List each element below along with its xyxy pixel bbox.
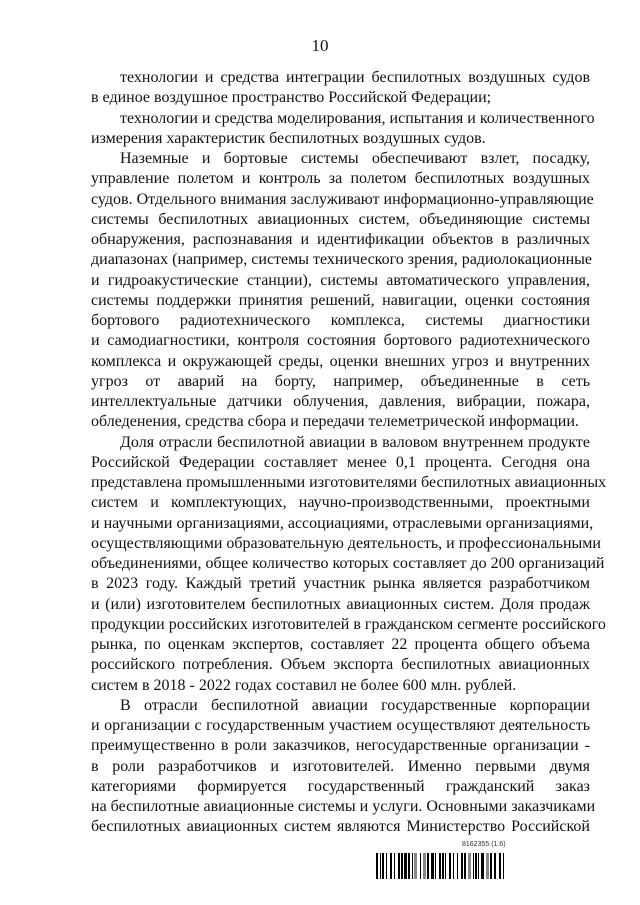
text-line: и гидроакустические станции), системы автоматического управления, [91, 271, 590, 289]
paragraph [91, 149, 594, 433]
text-line: и научными организациями, ассоциациями, отраслевыми организациями, [91, 514, 594, 532]
text-line: в единое воздушное пространство Российской Федерации; [91, 89, 492, 107]
text-line: Доля отрасли беспилотной авиации в валовом внутреннем продукте [120, 433, 590, 451]
barcode [376, 853, 591, 879]
document-body [91, 68, 607, 838]
text-line: В отрасли беспилотной авиации государственные корпорации [120, 696, 590, 714]
text-line: представлена промышленными изготовителями беспилотных авиационных [91, 474, 607, 491]
text-line: системы беспилотных авиационных систем, объединяющие системы [91, 210, 590, 228]
text-line: систем и комплектующих, научно-производственными, проектными [91, 494, 590, 512]
text-line: осуществляющими образовательную деятельность, и профессиональными [91, 534, 601, 552]
paragraph [91, 696, 596, 838]
text-line: технологии и средства моделирования, испытания и количественного [120, 109, 595, 127]
text-line: беспилотных авиационных систем являются Министерство Российской [91, 818, 590, 836]
text-line: на беспилотные авиационные системы и услуги. Основными заказчиками [91, 798, 596, 815]
text-line: и самодиагностики, контроля состояния бортового радиотехнического [91, 332, 590, 350]
text-line: управление полетом и контроль за полетом беспилотных воздушных [91, 170, 590, 188]
text-line: в 2023 году. Каждый третий участник рынка является разработчиком [91, 575, 590, 593]
text-line: в роли разработчиков и изготовителей. Именно первыми двумя [91, 757, 590, 775]
text-line: угроз от аварий на борту, например, объединенные в сеть [91, 372, 590, 390]
text-line: объединениями, общее количество которых составляет до 200 организаций [91, 555, 605, 572]
paragraph [91, 109, 595, 150]
text-line: технологии и средства интеграции беспилотных воздушных судов [120, 69, 590, 86]
text-line: измерения характеристик беспилотных воздушных судов. [91, 129, 486, 147]
text-line: обледенения, средства сбора и передачи телеметрической информации. [91, 413, 579, 431]
text-line: систем в 2018 - 2022 годах составил не более 600 млн. рублей. [91, 676, 517, 694]
text-line: системы поддержки принятия решений, навигации, оценки состояния [91, 291, 590, 309]
text-line: и (или) изготовителем беспилотных авиационных систем. Доля продаж [91, 595, 590, 613]
paragraph [91, 68, 590, 109]
text-line: обнаружения, распознавания и идентификации объектов в различных [91, 231, 590, 248]
text-line: и организации с государственным участием осуществляют деятельность [91, 717, 590, 734]
text-line: категориями формируется государственный гражданский заказ [91, 777, 590, 795]
text-line: преимущественно в роли заказчиков, негосударственные организации - [91, 737, 590, 755]
barcode-text: 8162355 (1.6) [462, 841, 506, 848]
text-line: Наземные и бортовые системы обеспечивают взлет, посадку, [120, 150, 590, 167]
text-line: Российской Федерации составляет менее 0,1 процента. Сегодня она [91, 453, 590, 471]
paragraph [91, 433, 607, 696]
text-line: бортового радиотехнического комплекса, системы диагностики [91, 312, 590, 329]
text-line: комплекса и окружающей среды, оценки внешних угроз и внутренних [91, 352, 590, 370]
page-number: 10 [311, 36, 329, 55]
text-line: рынка, по оценкам экспертов, составляет 22 процента общего объема [91, 636, 590, 653]
text-line: интеллектуальные датчики облучения, давления, вибрации, пожара, [91, 393, 590, 410]
text-line: диапазонах (например, системы технического зрения, радиолокационные [91, 251, 593, 269]
text-line: российского потребления. Объем экспорта беспилотных авиационных [91, 656, 590, 674]
text-line: продукции российских изготовителей в гражданском сегменте российского [91, 615, 606, 633]
barcode-bar [504, 853, 505, 879]
text-line: судов. Отдельного внимания заслуживают информационно-управляющие [91, 190, 594, 208]
